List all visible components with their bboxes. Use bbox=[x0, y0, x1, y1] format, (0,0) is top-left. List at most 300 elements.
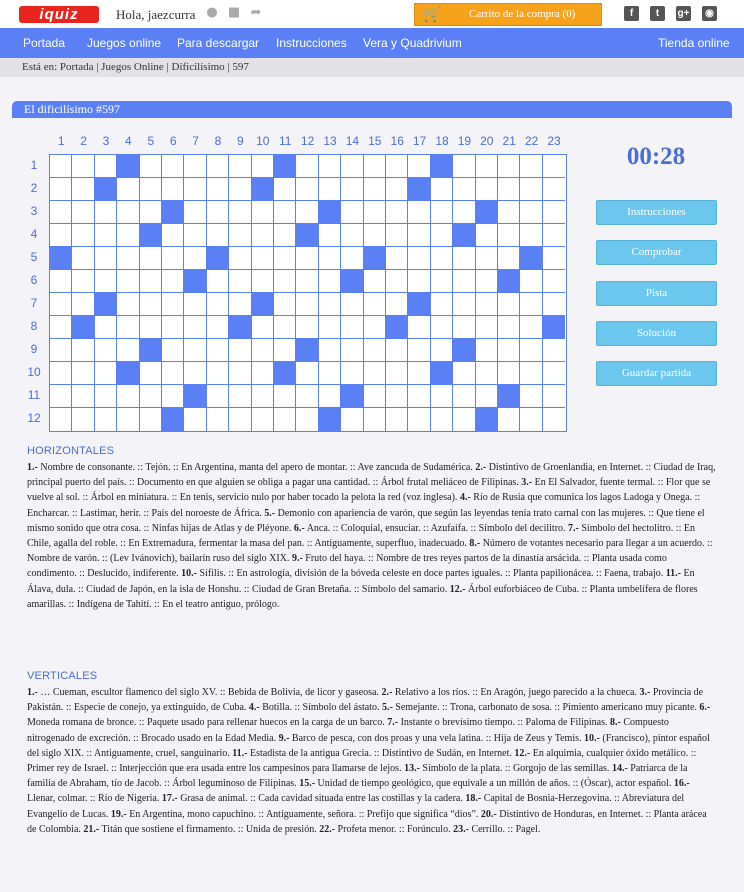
grid-cell[interactable] bbox=[296, 385, 318, 408]
grid-cell[interactable] bbox=[498, 362, 520, 385]
grid-cell[interactable] bbox=[184, 178, 206, 201]
grid-cell[interactable] bbox=[408, 316, 430, 339]
grid-cell[interactable] bbox=[341, 224, 363, 247]
grid-cell[interactable] bbox=[476, 155, 498, 178]
grid-cell[interactable] bbox=[319, 178, 341, 201]
grid-cell[interactable] bbox=[50, 293, 72, 316]
grid-cell[interactable] bbox=[207, 270, 229, 293]
grid-cell[interactable] bbox=[520, 385, 542, 408]
grid-cell[interactable] bbox=[162, 155, 184, 178]
grid-cell[interactable] bbox=[408, 155, 430, 178]
grid-cell[interactable] bbox=[95, 224, 117, 247]
clue-text: Patriarca de la familia de Abraham, tío de Jacob. :: Árbol leguminoso de Filipinas. bbox=[27, 763, 688, 790]
column-number: 22 bbox=[524, 134, 539, 148]
grid-cell[interactable] bbox=[453, 155, 475, 178]
grid-cell[interactable] bbox=[229, 362, 251, 385]
nav-item-portada[interactable]: Portada bbox=[23, 36, 66, 50]
clue-number: 17.- bbox=[161, 793, 178, 805]
clue-number: 2.- bbox=[475, 462, 487, 473]
column-number: 12 bbox=[300, 134, 315, 148]
grid-cell[interactable] bbox=[207, 201, 229, 224]
grid-cell[interactable] bbox=[50, 408, 72, 431]
grid-cell[interactable] bbox=[274, 270, 296, 293]
grid-cell[interactable] bbox=[252, 155, 274, 178]
grid-cell[interactable] bbox=[207, 316, 229, 339]
clue-number: 3.- bbox=[639, 687, 651, 698]
grid-cell[interactable] bbox=[95, 247, 117, 270]
grid-cell[interactable] bbox=[207, 339, 229, 362]
grid-cell[interactable] bbox=[431, 293, 453, 316]
grid-cell[interactable] bbox=[431, 408, 453, 431]
grid-cell[interactable] bbox=[140, 408, 162, 431]
cart-icon: 🛒 bbox=[423, 5, 442, 23]
grid-cell[interactable] bbox=[140, 155, 162, 178]
grid-cell[interactable] bbox=[476, 316, 498, 339]
grid-cell[interactable] bbox=[520, 201, 542, 224]
column-number: 7 bbox=[192, 134, 199, 148]
black-cell bbox=[252, 293, 274, 316]
grid-cell[interactable] bbox=[72, 247, 94, 270]
grid-cell[interactable] bbox=[364, 201, 386, 224]
grid-cell[interactable] bbox=[252, 201, 274, 224]
grid-cell[interactable] bbox=[117, 316, 139, 339]
grid-cell[interactable] bbox=[386, 247, 408, 270]
grid-cell[interactable] bbox=[184, 247, 206, 270]
grid-cell[interactable] bbox=[274, 339, 296, 362]
grid-cell[interactable] bbox=[408, 385, 430, 408]
grid-cell[interactable] bbox=[520, 155, 542, 178]
grid-cell[interactable] bbox=[274, 385, 296, 408]
crossword-grid[interactable] bbox=[49, 154, 567, 432]
clue-text: En El Salvador, fuente termal. :: Flor que se vuelve al sol. :: Árbol en miniatura. :: En tenis, servicio nulo por haber tocado la pelota la red (voz inglesa). bbox=[27, 477, 711, 504]
grid-cell[interactable] bbox=[408, 247, 430, 270]
grid-cell[interactable] bbox=[386, 270, 408, 293]
nav-item-instrucciones[interactable]: Instrucciones bbox=[276, 36, 347, 50]
grid-cell[interactable] bbox=[162, 362, 184, 385]
grid-cell[interactable] bbox=[207, 362, 229, 385]
grid-cell[interactable] bbox=[431, 201, 453, 224]
grid-cell[interactable] bbox=[543, 270, 565, 293]
grid-cell[interactable] bbox=[341, 316, 363, 339]
grid-cell[interactable] bbox=[50, 224, 72, 247]
grid-cell[interactable] bbox=[476, 178, 498, 201]
grid-cell[interactable] bbox=[162, 385, 184, 408]
grid-cell[interactable] bbox=[207, 224, 229, 247]
clue-number: 2.- bbox=[381, 687, 393, 698]
solution-button[interactable]: Solución bbox=[596, 321, 717, 346]
nav-item-vera-quadrivium[interactable]: Vera y Quadrivium bbox=[363, 36, 462, 50]
grid-cell[interactable] bbox=[386, 408, 408, 431]
hint-button[interactable]: Pista bbox=[596, 281, 717, 306]
grid-cell[interactable] bbox=[117, 385, 139, 408]
grid-cell[interactable] bbox=[229, 247, 251, 270]
grid-cell[interactable] bbox=[431, 316, 453, 339]
grid-cell[interactable] bbox=[431, 224, 453, 247]
grid-cell[interactable] bbox=[184, 339, 206, 362]
grid-cell[interactable] bbox=[229, 339, 251, 362]
grid-cell[interactable] bbox=[364, 385, 386, 408]
grid-cell[interactable] bbox=[341, 408, 363, 431]
clue-text: Grasa de animal. :: Cada cavidad situada entre las costillas y la cadera. bbox=[177, 793, 466, 805]
grid-cell[interactable] bbox=[341, 155, 363, 178]
nav-item-tienda-online[interactable]: Tienda online bbox=[658, 36, 730, 50]
grid-cell[interactable] bbox=[72, 408, 94, 431]
grid-cell[interactable] bbox=[364, 178, 386, 201]
grid-cell[interactable] bbox=[252, 224, 274, 247]
grid-cell[interactable] bbox=[431, 247, 453, 270]
grid-cell[interactable] bbox=[498, 316, 520, 339]
grid-cell[interactable] bbox=[543, 247, 565, 270]
grid-cell[interactable] bbox=[140, 270, 162, 293]
grid-cell[interactable] bbox=[162, 293, 184, 316]
clue-text: Titán que sostiene el firmamento. :: Unida de presión. bbox=[99, 823, 320, 835]
grid-cell[interactable] bbox=[296, 270, 318, 293]
grid-cell[interactable] bbox=[408, 408, 430, 431]
grid-cell[interactable] bbox=[453, 408, 475, 431]
grid-cell[interactable] bbox=[229, 270, 251, 293]
grid-cell[interactable] bbox=[520, 362, 542, 385]
grid-cell[interactable] bbox=[72, 339, 94, 362]
grid-cell[interactable] bbox=[364, 339, 386, 362]
grid-cell[interactable] bbox=[229, 155, 251, 178]
grid-cell[interactable] bbox=[498, 293, 520, 316]
grid-cell[interactable] bbox=[117, 293, 139, 316]
grid-cell[interactable] bbox=[408, 201, 430, 224]
grid-cell[interactable] bbox=[364, 224, 386, 247]
grid-cell[interactable] bbox=[319, 316, 341, 339]
grid-cell[interactable] bbox=[431, 385, 453, 408]
check-button[interactable]: Comprobar bbox=[596, 240, 717, 265]
grid-cell[interactable] bbox=[72, 293, 94, 316]
grid-cell[interactable] bbox=[50, 339, 72, 362]
grid-cell[interactable] bbox=[50, 155, 72, 178]
column-number: 13 bbox=[323, 134, 337, 148]
grid-cell[interactable] bbox=[162, 178, 184, 201]
grid-cell[interactable] bbox=[50, 270, 72, 293]
grid-cell[interactable] bbox=[476, 224, 498, 247]
grid-cell[interactable] bbox=[72, 224, 94, 247]
breadcrumb: Está en: Portada | Juegos Online | Dificilísimo | 597 bbox=[0, 58, 744, 77]
grid-cell[interactable] bbox=[50, 316, 72, 339]
grid-cell[interactable] bbox=[207, 408, 229, 431]
row-number: 10 bbox=[27, 365, 41, 379]
grid-cell[interactable] bbox=[543, 339, 565, 362]
save-game-button[interactable]: Guardar partida bbox=[596, 361, 717, 386]
site-logo[interactable]: iquiz bbox=[19, 6, 99, 23]
grid-cell[interactable] bbox=[520, 293, 542, 316]
grid-cell[interactable] bbox=[50, 385, 72, 408]
grid-cell[interactable] bbox=[95, 155, 117, 178]
clue-number: 4.- bbox=[459, 492, 471, 504]
grid-cell[interactable] bbox=[274, 316, 296, 339]
grid-cell[interactable] bbox=[431, 178, 453, 201]
clue-number: 1.- bbox=[27, 462, 38, 473]
grid-cell[interactable] bbox=[274, 293, 296, 316]
grid-cell[interactable] bbox=[364, 316, 386, 339]
grid-cell[interactable] bbox=[520, 224, 542, 247]
grid-cell[interactable] bbox=[252, 408, 274, 431]
grid-cell[interactable] bbox=[140, 178, 162, 201]
grid-cell[interactable] bbox=[341, 293, 363, 316]
grid-cell[interactable] bbox=[520, 270, 542, 293]
clue-text: Barco de pesca, con dos proas y una vela latina. :: Hija de Zeus y Temis. bbox=[289, 732, 585, 744]
grid-cell[interactable] bbox=[95, 339, 117, 362]
grid-cell[interactable] bbox=[296, 201, 318, 224]
grid-cell[interactable] bbox=[252, 362, 274, 385]
grid-cell[interactable] bbox=[408, 270, 430, 293]
grid-cell[interactable] bbox=[274, 224, 296, 247]
column-number: 2 bbox=[80, 134, 87, 148]
grid-cell[interactable] bbox=[476, 270, 498, 293]
grid-cell[interactable] bbox=[520, 178, 542, 201]
grid-cell[interactable] bbox=[296, 293, 318, 316]
grid-cell[interactable] bbox=[476, 247, 498, 270]
grid-cell[interactable] bbox=[364, 155, 386, 178]
grid-cell[interactable] bbox=[341, 201, 363, 224]
grid-cell[interactable] bbox=[72, 178, 94, 201]
column-number: 17 bbox=[412, 134, 427, 148]
grid-cell[interactable] bbox=[117, 408, 139, 431]
clue-number: 1.- bbox=[27, 687, 38, 698]
grid-cell[interactable] bbox=[341, 178, 363, 201]
black-cell bbox=[50, 247, 72, 270]
grid-cell[interactable] bbox=[453, 247, 475, 270]
grid-cell[interactable] bbox=[95, 201, 117, 224]
grid-cell[interactable] bbox=[50, 362, 72, 385]
grid-cell[interactable] bbox=[319, 270, 341, 293]
nav-item-juegos-online[interactable]: Juegos online bbox=[87, 36, 162, 50]
grid-cell[interactable] bbox=[520, 408, 542, 431]
grid-cell[interactable] bbox=[117, 270, 139, 293]
grid-cell[interactable] bbox=[386, 385, 408, 408]
grid-cell[interactable] bbox=[319, 155, 341, 178]
grid-cell[interactable] bbox=[274, 178, 296, 201]
row-number: 8 bbox=[30, 319, 38, 333]
grid-cell[interactable] bbox=[50, 201, 72, 224]
grid-cell[interactable] bbox=[498, 201, 520, 224]
column-number: 11 bbox=[278, 134, 292, 148]
grid-cell[interactable] bbox=[95, 362, 117, 385]
grid-cell[interactable] bbox=[95, 270, 117, 293]
grid-cell[interactable] bbox=[386, 224, 408, 247]
grid-cell[interactable] bbox=[296, 316, 318, 339]
column-number: 10 bbox=[256, 134, 270, 148]
grid-cell[interactable] bbox=[364, 408, 386, 431]
clue-text: En Argentina, mono capuchino. :: Antiguamente, señora. :: Prefijo que significa “dios”. bbox=[126, 808, 481, 820]
nav-item-para-descargar[interactable]: Para descargar bbox=[177, 36, 260, 50]
instructions-button[interactable]: Instrucciones bbox=[596, 200, 717, 225]
grid-cell[interactable] bbox=[453, 385, 475, 408]
grid-cell[interactable] bbox=[520, 316, 542, 339]
grid-cell[interactable] bbox=[296, 408, 318, 431]
grid-cell[interactable] bbox=[453, 316, 475, 339]
grid-cell[interactable] bbox=[386, 178, 408, 201]
grid-cell[interactable] bbox=[364, 270, 386, 293]
grid-cell[interactable] bbox=[72, 385, 94, 408]
share-icon[interactable]: ➦ bbox=[250, 5, 262, 20]
grid-cell[interactable] bbox=[140, 201, 162, 224]
grid-cell[interactable] bbox=[408, 224, 430, 247]
grid-cell[interactable] bbox=[341, 247, 363, 270]
grid-cell[interactable] bbox=[453, 270, 475, 293]
column-number: 19 bbox=[457, 134, 472, 148]
grid-cell[interactable] bbox=[229, 201, 251, 224]
row-number: 11 bbox=[27, 388, 41, 402]
grid-cell[interactable] bbox=[386, 201, 408, 224]
grid-cell[interactable] bbox=[229, 293, 251, 316]
grid-cell[interactable] bbox=[207, 293, 229, 316]
grid-cell[interactable] bbox=[408, 362, 430, 385]
grid-cell[interactable] bbox=[543, 362, 565, 385]
grid-cell[interactable] bbox=[184, 408, 206, 431]
grid-cell[interactable] bbox=[140, 316, 162, 339]
grid-cell[interactable] bbox=[252, 385, 274, 408]
grid-cell[interactable] bbox=[453, 178, 475, 201]
grid-cell[interactable] bbox=[252, 316, 274, 339]
grid-cell[interactable] bbox=[498, 178, 520, 201]
twitter-icon[interactable]: t bbox=[650, 6, 665, 21]
grid-cell[interactable] bbox=[543, 293, 565, 316]
grid-cell[interactable] bbox=[184, 224, 206, 247]
grid-cell[interactable] bbox=[229, 408, 251, 431]
cart-button[interactable] bbox=[414, 3, 602, 26]
instagram-icon[interactable]: ◉ bbox=[702, 6, 717, 21]
grid-cell[interactable] bbox=[117, 339, 139, 362]
row-number: 5 bbox=[30, 250, 38, 264]
grid-cell[interactable] bbox=[117, 224, 139, 247]
grid-cell[interactable] bbox=[498, 408, 520, 431]
grid-cell[interactable] bbox=[184, 362, 206, 385]
clue-number: 12.- bbox=[449, 583, 466, 595]
grid-cell[interactable] bbox=[184, 201, 206, 224]
grid-cell[interactable] bbox=[453, 293, 475, 316]
grid-cell[interactable] bbox=[72, 155, 94, 178]
grid-cell[interactable] bbox=[498, 224, 520, 247]
grid-cell[interactable] bbox=[252, 270, 274, 293]
facebook-icon[interactable]: f bbox=[624, 6, 639, 21]
grid-cell[interactable] bbox=[453, 201, 475, 224]
grid-cell[interactable] bbox=[95, 408, 117, 431]
grid-cell[interactable] bbox=[543, 385, 565, 408]
user-icon[interactable]: ● bbox=[206, 5, 218, 20]
grid-cell[interactable] bbox=[543, 178, 565, 201]
grid-cell[interactable] bbox=[162, 270, 184, 293]
grid-cell[interactable] bbox=[296, 155, 318, 178]
grid-cell[interactable] bbox=[341, 362, 363, 385]
grid-cell[interactable] bbox=[229, 385, 251, 408]
grid-cell[interactable] bbox=[543, 224, 565, 247]
clue-number: 20.- bbox=[480, 808, 497, 820]
grid-cell[interactable] bbox=[296, 362, 318, 385]
grid-cell[interactable] bbox=[162, 316, 184, 339]
grid-cell[interactable] bbox=[408, 339, 430, 362]
grid-cell[interactable] bbox=[453, 362, 475, 385]
grid-cell[interactable] bbox=[72, 270, 94, 293]
grid-cell[interactable] bbox=[95, 385, 117, 408]
clue-number: 22.- bbox=[319, 823, 336, 835]
clue-text: … Cueman, escultor flamenco del siglo XV. :: Bebida de Bolivia, de licor y gaseosa. bbox=[37, 687, 382, 698]
grid-cell[interactable] bbox=[498, 339, 520, 362]
grid-cell[interactable] bbox=[476, 362, 498, 385]
grid-cell[interactable] bbox=[319, 362, 341, 385]
grid-cell[interactable] bbox=[162, 339, 184, 362]
grid-cell[interactable] bbox=[386, 339, 408, 362]
grid-cell[interactable] bbox=[476, 293, 498, 316]
grid-cell[interactable] bbox=[207, 178, 229, 201]
account-icons bbox=[205, 6, 263, 20]
grid-cell[interactable] bbox=[184, 155, 206, 178]
grid-cell[interactable] bbox=[386, 362, 408, 385]
grid-cell[interactable] bbox=[140, 362, 162, 385]
grid-cell[interactable] bbox=[341, 339, 363, 362]
column-numbers bbox=[50, 134, 566, 150]
clue-text: (Francisco), pintor español del siglo XIX. :: Antiguamente, cruel, sanguinario. bbox=[27, 732, 710, 759]
grid-cell[interactable] bbox=[319, 385, 341, 408]
grid-cell[interactable] bbox=[72, 201, 94, 224]
grid-cell[interactable] bbox=[95, 316, 117, 339]
clue-text: Estadista de la antigua Grecia. :: Distintivo de Sudán, en Internet. bbox=[247, 747, 515, 759]
clue-number: 16.- bbox=[673, 778, 690, 790]
grid-cell[interactable] bbox=[543, 155, 565, 178]
grid-cell[interactable] bbox=[229, 178, 251, 201]
grid-cell[interactable] bbox=[140, 247, 162, 270]
clue-number: 6.- bbox=[293, 522, 305, 534]
grid-cell[interactable] bbox=[72, 362, 94, 385]
grid-cell[interactable] bbox=[117, 201, 139, 224]
grid-cell[interactable] bbox=[364, 362, 386, 385]
grid-cell[interactable] bbox=[476, 385, 498, 408]
googleplus-icon[interactable]: g+ bbox=[677, 8, 690, 19]
grid-cell[interactable] bbox=[476, 339, 498, 362]
grid-cell[interactable] bbox=[319, 247, 341, 270]
grid-cell[interactable] bbox=[386, 293, 408, 316]
grid-cell[interactable] bbox=[184, 316, 206, 339]
grid-cell[interactable] bbox=[140, 385, 162, 408]
grid-cell[interactable] bbox=[252, 247, 274, 270]
grid-cell[interactable] bbox=[364, 293, 386, 316]
lock-icon[interactable]: ■ bbox=[227, 5, 241, 20]
grid-cell[interactable] bbox=[319, 224, 341, 247]
grid-cell[interactable] bbox=[207, 385, 229, 408]
grid-cell[interactable] bbox=[140, 293, 162, 316]
grid-cell[interactable] bbox=[274, 201, 296, 224]
grid-cell[interactable] bbox=[543, 408, 565, 431]
grid-cell[interactable] bbox=[207, 155, 229, 178]
grid-cell[interactable] bbox=[386, 155, 408, 178]
grid-cell[interactable] bbox=[431, 339, 453, 362]
grid-cell[interactable] bbox=[520, 339, 542, 362]
grid-cell[interactable] bbox=[117, 247, 139, 270]
grid-cell[interactable] bbox=[274, 247, 296, 270]
clue-text: Fruto del haya. :: Nombre de tres reyes partos de la dinastía arsácida. :: Planta usada como condimento. :: Deslucido, indiferente. bbox=[27, 553, 667, 580]
grid-cell[interactable] bbox=[296, 247, 318, 270]
grid-cell[interactable] bbox=[162, 224, 184, 247]
grid-cell[interactable] bbox=[431, 270, 453, 293]
grid-cell[interactable] bbox=[498, 155, 520, 178]
grid-cell[interactable] bbox=[296, 178, 318, 201]
grid-cell[interactable] bbox=[498, 247, 520, 270]
grid-cell[interactable] bbox=[252, 339, 274, 362]
grid-cell[interactable] bbox=[162, 247, 184, 270]
grid-cell[interactable] bbox=[274, 408, 296, 431]
grid-cell[interactable] bbox=[319, 293, 341, 316]
grid-cell[interactable] bbox=[229, 224, 251, 247]
grid-cell[interactable] bbox=[543, 201, 565, 224]
grid-cell[interactable] bbox=[319, 339, 341, 362]
grid-cell[interactable] bbox=[184, 293, 206, 316]
grid-cell[interactable] bbox=[50, 178, 72, 201]
grid-cell[interactable] bbox=[117, 178, 139, 201]
